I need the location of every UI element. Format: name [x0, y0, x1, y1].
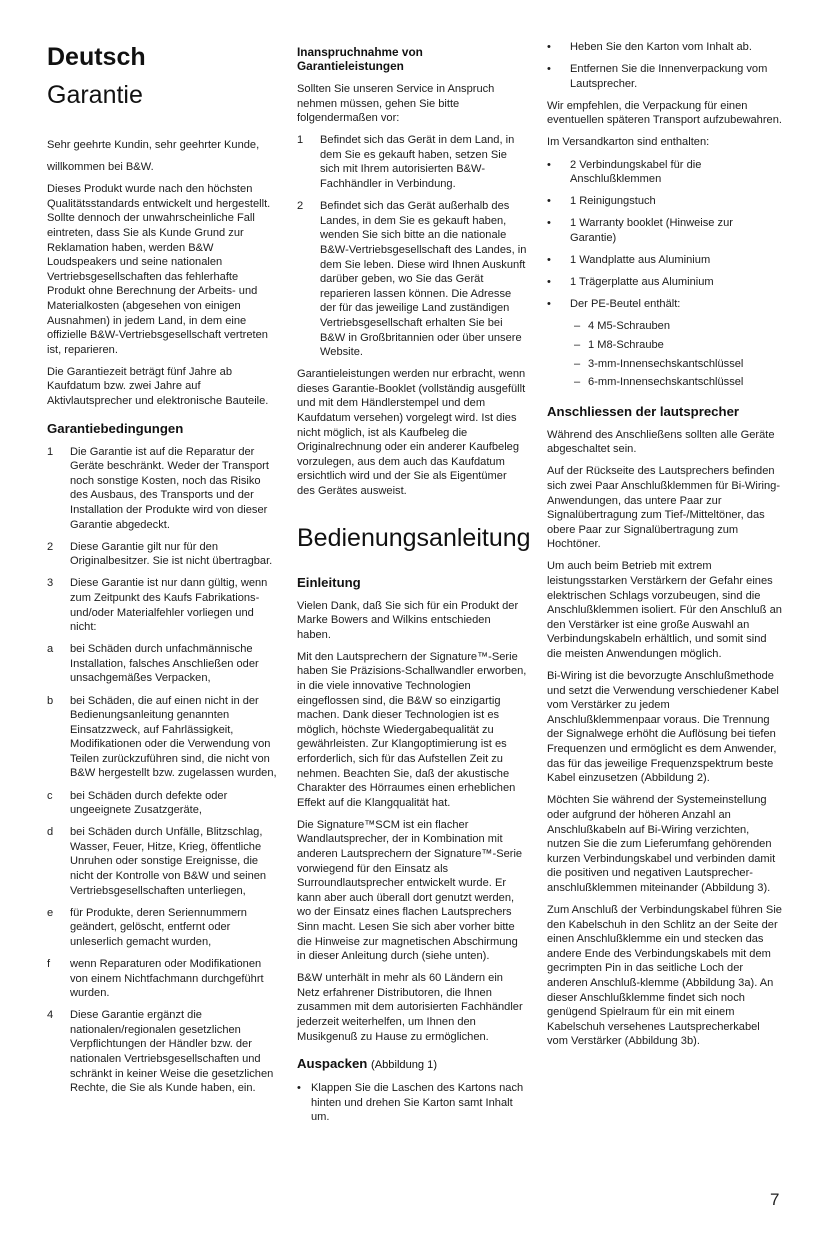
bullet-marker: •	[547, 217, 551, 230]
bullet-marker: •	[547, 158, 551, 171]
unpack-heading	[297, 1056, 527, 1073]
contents-item-text: 1 Trägerplatte aus Aluminium	[570, 276, 714, 289]
keep-packaging-note: Wir empfehlen, die Verpackung für einen eventuellen späteren Transport aufzubewahren.	[547, 99, 782, 127]
dash-marker: –	[574, 357, 581, 370]
contents-item	[547, 253, 782, 268]
salutation: Sehr geehrte Kundin, sehr geehrter Kunde,	[47, 139, 260, 151]
bag-item	[570, 338, 782, 353]
condition-text: Diese Garantie ist nur dann gültig, wenn zum Zeitpunkt des Kaufs Fabrikations- und/oder Materialfehler vorliegen und nicht:	[70, 577, 268, 634]
intro-paragraph: Vielen Dank, daß Sie sich für ein Produkt der Marke Bowers and Wilkins entschieden haben.	[297, 599, 519, 641]
condition-marker: 2	[47, 540, 54, 553]
condition-marker: d	[47, 826, 54, 839]
condition-item	[47, 576, 277, 634]
connect-paragraph: Während des Anschließens sollten alle Geräte abgeschaltet sein.	[547, 428, 775, 456]
warranty-period: Die Garantiezeit beträgt fünf Jahre ab Kaufdatum bzw. zwei Jahre auf Aktivlautsprecher und elektronische Bauteile.	[47, 365, 269, 407]
condition-marker: f	[47, 958, 51, 970]
claim-note: Garantieleistungen werden nur erbracht, wenn dieses Garantie-Booklet (vollständig ausgefüllt und mit dem Händlerstempel und dem Kaufdatum versehen) vorgelegt wird. Ist dies nicht möglich, ist als Kaufbeleg die Originalrechnung oder ein anderer Kaufbeleg vorzulegen, aus dem auch das Kaufdatum ersichtlich wird und der Sie als Eigentümer des Gerätes ausweist.	[297, 368, 526, 497]
bag-item-text: 3-mm-Innensechskantschlüssel	[588, 357, 744, 370]
bullet-marker: •	[547, 63, 551, 76]
dash-marker: –	[574, 320, 581, 333]
unpack-bullet	[547, 40, 782, 55]
dash-marker: –	[574, 338, 581, 351]
condition-text: bei Schäden, die auf einen nicht in der Bedienungsanleitung genannten Einsatzzweck, auf Fahrlässigkeit, Modifikationen oder die Verwendung von Teilen zurückzuführen sind, die nicht von B&W hergestellt bzw. zugelassen wurden,	[70, 694, 277, 780]
unpack-heading-text: Auspacken	[297, 1056, 368, 1072]
contents-item	[547, 158, 782, 187]
bullet-marker: •	[547, 254, 551, 267]
condition-item	[47, 789, 277, 818]
claim-step-marker: 1	[297, 134, 304, 147]
welcome-line: willkommen bei B&W.	[47, 161, 154, 174]
bag-item-text: 1 M8-Schraube	[588, 338, 664, 351]
condition-marker: 3	[47, 577, 54, 590]
condition-text: Diese Garantie ergänzt die nationalen/regionalen gesetzlichen Verpflichtungen der Händler bzw. der nationalen Vertriebsgesellschaften und schränkt in keiner Weise die gesetzlichen Rechte, die Sie als Kunde haben, ein.	[70, 1009, 274, 1095]
claim-steps-list	[297, 133, 527, 359]
condition-text: Diese Garantie gilt nur für den Originalbesitzer. Sie ist nicht übertragbar.	[70, 540, 273, 568]
bag-item	[570, 357, 782, 372]
contents-item-text: 2 Verbindungskabel für die Anschlußklemmen	[570, 158, 702, 186]
column-claims-and-manual	[297, 40, 531, 1133]
intro-paragraph: Die Signature™SCM ist ein flacher Wandlautsprecher, der in Kombination mit anderen Lautsprechern der Signature™-Serie vorwiegend für den Einsatz als Surroundlautsprecher entwickelt wurde. Er kann aber auch überall dort genutzt werden, wo der Einsatz eines flachen Lautsprechers Sinn macht. Lesen Sie sich aber vorher bitte die Hinweise zur magnetischen Abschirmung in dieser Anleitung durch (siehe unten).	[297, 818, 523, 963]
condition-text: für Produkte, deren Seriennummern geändert, gelöscht, entfernt oder unleserlich gemacht wurden,	[70, 906, 247, 948]
dash-marker: –	[574, 376, 581, 389]
connect-paragraph: Auf der Rückseite des Lautsprechers befinden sich zwei Paar Anschlußklemmen für Bi-Wiring-Anwendungen, das untere Paar zur Signalübertragung zum Tief-/Mitteltöner, das obere Paar zur Signalübertragung zum Hochtöner.	[547, 465, 781, 551]
condition-item	[47, 825, 277, 898]
claim-step-text: Befindet sich das Gerät in dem Land, in dem Sie es gekauft haben, setzen Sie sich mit Ihrem autorisierten B&W-Fachhändler in Verbindung.	[320, 134, 515, 191]
contents-item	[547, 194, 782, 209]
manual-title: Bedienungsanleitung	[297, 523, 531, 552]
condition-marker: e	[47, 906, 54, 919]
connect-heading: Anschliessen der lautsprecher	[547, 403, 740, 419]
claim-step	[297, 133, 527, 191]
bullet-marker: •	[297, 1082, 301, 1095]
condition-item	[47, 642, 277, 686]
contents-list	[547, 158, 782, 312]
contents-item	[547, 216, 782, 245]
condition-marker: 1	[47, 445, 54, 458]
contents-item-text: 1 Warranty booklet (Hinweise zur Garantie)	[570, 217, 733, 244]
condition-marker: c	[47, 789, 53, 802]
condition-marker: 4	[47, 1009, 54, 1022]
bullet-marker: •	[547, 41, 551, 53]
bag-item	[570, 319, 782, 334]
bullet-marker: •	[547, 276, 551, 289]
connect-paragraph: Zum Anschluß der Verbindungskabel führen Sie den Kabelschuh in den Schlitz an der Seite der einen Anschlußklemme ein und stecken das andere Ende des Verbindungskabels mit dem gecrimpten Pin in das seitliche Loch der anderen Anschluß-klemme (Abbildung 3a). An dieser Anschlußklemme findet sich noch genügend Spielraum für ein mit einem Kabelschuh versehenes Lautsprecherkabel vom Verstärker (Abbildung 3b).	[547, 904, 782, 1048]
unpack-bullet-text: Heben Sie den Karton vom Inhalt ab.	[570, 41, 752, 53]
language-heading: Deutsch	[47, 43, 146, 71]
claim-step-marker: 2	[297, 200, 304, 213]
contents-intro: Im Versandkarton sind enthalten:	[547, 136, 710, 149]
intro-paragraph: B&W unterhält in mehr als 60 Ländern ein Netz erfahrener Distributoren, die Ihnen zusammen mit dem autorisierten Fachhändler jederzeit weiterhelfen, um Ihnen den Musikgenuß zu Hause zu ermöglichen.	[297, 972, 523, 1043]
connect-paragraph: Möchten Sie während der Systemeinstellung oder aufgrund der höheren Anzahl an Anschlußkabeln auf Bi-Wiring verzichten, nutzen Sie die zum Lieferumfang gehörenden kurzen Verbindungskabel und verbinden damit die positiven und negativen Lautsprecher-anschlußklemmen miteinander (Abbildung 3).	[547, 794, 776, 894]
claim-step-text: Befindet sich das Gerät außerhalb des Landes, in dem Sie es gekauft haben, wenden Sie sich bitte an die nationale B&W-Vertriebsgesellschaft des Landes, in dem Sie leben. Diese wird Ihnen Auskunft darüber geben, wo Sie das Gerät reparieren lassen können. Die Adresse der für das jeweilige Land zuständigen Vertriebsgesellschaft erhalten Sie bei B&W in Großbritannien oder über unsere Website.	[320, 200, 527, 359]
condition-item	[47, 957, 277, 1001]
condition-text: bei Schäden durch defekte oder ungeeignete Zusatzgeräte,	[70, 789, 228, 817]
intro-paragraph: Mit den Lautsprechern der Signature™-Serie haben Sie Präzisions-Schallwandler erworben, in die viele innovative Technologien eingeflossen sind, die B&W so einzigartig machen. Dank dieser Technologien ist es möglich, höchste Wiedergabequalität zu gewährleisten. Zur Klangoptimierung ist es erforderlich, sich für das Aufstellen Zeit zu nehmen. Beachten Sie, daß der akustische Charakter des Hörraumes einen erheblichen Effekt auf die Klangqualität hat.	[297, 650, 527, 809]
intro-heading: Einleitung	[297, 574, 361, 590]
condition-marker: b	[47, 694, 54, 707]
unpack-bullet	[297, 1081, 527, 1125]
contents-item-text: 1 Wandplatte aus Aluminium	[570, 254, 711, 267]
contents-item	[547, 297, 782, 312]
conditions-list	[47, 445, 277, 1096]
condition-text: bei Schäden durch unfachmännische Installation, falsches Anschließen oder unsachgemäßes Verpacken,	[70, 643, 259, 685]
bag-item-text: 4 M5-Schrauben	[588, 320, 671, 333]
bag-contents-list	[570, 319, 782, 389]
connect-paragraph: Bi-Wiring ist die bevorzugte Anschlußmethode und setzt die Verwendung verschiedener Kabel vom Verstärker zu jedem Anschlußklemmenpaar voraus. Die Trennung der Signalwege erhöht die Auflösung bei tiefen Frequenzen und ermöglicht es dem Anwender, das für das jeweilige Frequenzspektrum beste Kabel einzusetzen (Abbildung 2).	[547, 670, 779, 785]
connect-paragraph: Um auch beim Betrieb mit extrem leistungsstarken Verstärkern der Gefahr eines elektrischen Schlags vorzubeugen, sind die Anschlußklemmen isoliert. Für den Anschluß an den Verstärker ist eine große Auswahl an Verbindungskabeln erhältlich, und somit sind die meisten Anwendungen möglich.	[547, 560, 782, 660]
bullet-marker: •	[547, 195, 551, 208]
claim-step	[297, 199, 527, 360]
condition-text: wenn Reparaturen oder Modifikationen von einem Nichtfachmann durchgeführt wurden.	[70, 958, 264, 1000]
unpack-bullet	[547, 62, 782, 91]
unpack-figure-ref: (Abbildung 1)	[371, 1059, 438, 1072]
conditions-heading: Garantiebedingungen	[47, 420, 184, 436]
claim-heading: Inanspruchnahme von Garantieleistungen	[297, 45, 423, 73]
bag-item	[570, 375, 782, 390]
unpack-bullet-text: Entfernen Sie die Innenverpackung vom Lautsprecher.	[570, 63, 768, 90]
condition-item	[47, 540, 277, 569]
condition-item	[47, 906, 277, 950]
warranty-intro: Dieses Produkt wurde nach den höchsten Qualitätsstandards entwickelt und hergestellt. Sollte dennoch der unwahrscheinliche Fall eintreten, dass Sie als Kunde Grund zur Reklamation haben, werden B&W Loudspeakers und seine nationalen Vertriebsgesellschaften das fehlerhafte Produkt ohne Berechnung der Arbeits- und Materialkosten (abgesehen von einigen Ausnahmen) in jedem Land, in dem eine offizielle B&W-Vertriebsgesellschaft vertreten ist, reparieren.	[47, 183, 271, 356]
bag-item-text: 6-mm-Innensechskantschlüssel	[588, 376, 744, 389]
condition-item	[47, 694, 277, 782]
column-warranty	[47, 40, 277, 1103]
contents-item	[547, 275, 782, 290]
contents-item-text: 1 Reinigungstuch	[570, 195, 656, 208]
contents-item-text: Der PE-Beutel enthält:	[570, 298, 681, 311]
condition-item	[47, 445, 277, 533]
condition-marker: a	[47, 643, 54, 656]
condition-text: bei Schäden durch Unfälle, Blitzschlag, Wasser, Feuer, Hitze, Krieg, öffentliche Unruhen oder sonstige Ereignisse, die nicht der Kontrolle von B&W und seinen Vertriebsgesellschaften unterliegen,	[70, 826, 267, 897]
unpack-bullet-text: Klappen Sie die Laschen des Kartons nach hinten und drehen Sie Karton samt Inhalt um.	[311, 1082, 524, 1124]
column-unpacking-and-connection	[547, 40, 782, 1056]
condition-item	[47, 1008, 277, 1096]
bullet-marker: •	[547, 298, 551, 311]
condition-text: Die Garantie ist auf die Reparatur der Geräte beschränkt. Weder der Transport noch sonstige Kosten, noch das Risiko des Ausbaus, des Transports und der Installation der Produkte wird von dieser Garantie abgedeckt.	[70, 445, 269, 531]
warranty-title: Garantie	[47, 81, 143, 109]
page-number: 7	[770, 1190, 780, 1209]
claim-intro: Sollten Sie unseren Service in Anspruch nehmen müssen, gehen Sie bitte folgendermaßen vor:	[297, 83, 495, 125]
